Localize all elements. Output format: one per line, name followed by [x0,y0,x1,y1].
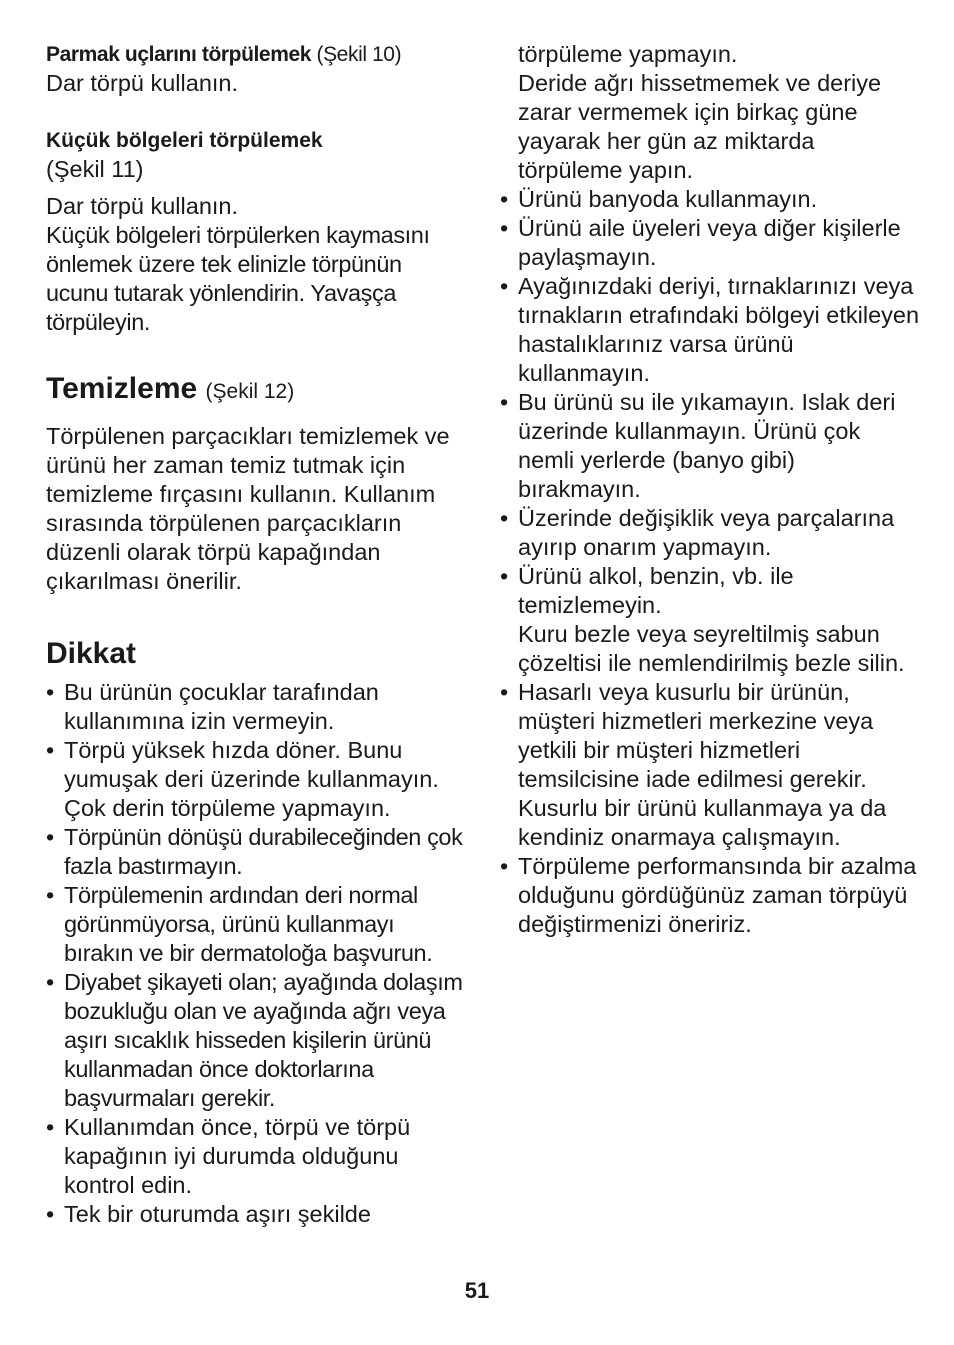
section-cleaning-text: Törpülenen parçacıkları temizlemek ve ürünü her zaman temiz tutmak için temizleme fırçasını kullanın. Kullanım sırasında törpülenen parçacıkların düzenli olarak törpü kapağından çıkarılması önerilir. [46,423,450,594]
section-cleaning-title: Temizleme [46,372,198,405]
section-cleaning-ref: (Şekil 12) [205,380,295,403]
caution-list [46,678,466,1229]
list-item-extra: Kuru bezle veya seyreltilmiş sabun çözeltisi ile nemlendirilmiş bezle silin. [518,621,905,676]
list-item: • Üzerinde değişiklik veya parçalarına ayırıp onarım yapmayın. [500,504,920,562]
list-item: • Törpülemenin ardından deri normal görünmüyorsa, ürünü kullanmayı bırakın ve bir dermatoloğa başvurun. [46,881,466,968]
section-fingertips [46,40,466,98]
list-item: • Törpüleme performansında bir azalma olduğunu gördüğünüz zaman törpüyü değiştirmenizi öneririz. [500,852,920,939]
list-item: • Tek bir oturumda aşırı şekilde [46,1200,466,1229]
continued-line: törpüleme yapmayın. [518,41,738,67]
right-column [500,40,920,939]
section-small-areas-text1: Dar törpü kullanın. [46,193,239,219]
section-caution-title: Dikkat [46,637,137,670]
section-caution [46,636,466,1229]
list-item: • Hasarlı veya kusurlu bir ürünün, müşteri hizmetleri merkezine veya yetkili bir müşteri hizmetleri temsilcisine iade edilmesi gerekir. Kusurlu bir ürünü kullanmaya ya da kendiniz onarmaya çalışmayın. [500,678,920,852]
list-item: • Ürünü alkol, benzin, vb. ile temizlemeyin. Kuru bezle veya seyreltilmiş sabun çözeltisi ile nemlendirilmiş bezle silin. [500,562,920,678]
section-small-areas-text2: Küçük bölgeleri törpülerken kaymasını önlemek üzere tek elinizle törpünün ucunu tutarak yönlendirin. Yavaşça törpüleyin. [46,222,430,335]
left-column [46,40,466,1229]
list-item: • Ayağınızdaki deriyi, tırnaklarınızı veya tırnakların etrafındaki bölgeyi etkileyen hastalıklarınız varsa ürünü kullanmayın. [500,272,920,388]
section-fingertips-title: Parmak uçlarını törpülemek [46,43,312,66]
section-cleaning-heading [46,371,466,410]
list-item: • Ürünü banyoda kullanmayın. [500,185,920,214]
page-number: 51 [464,1278,490,1303]
list-item: • Ürünü aile üyeleri veya diğer kişilerle paylaşmayın. [500,214,920,272]
section-fingertips-ref: (Şekil 10) [316,43,402,66]
list-item: • Bu ürünü su ile yıkamayın. Islak deri üzerinde kullanmayın. Ürünü çok nemli yerlerde (banyo gibi) bırakmayın. [500,388,920,504]
section-fingertips-heading [46,40,466,69]
section-small-areas [46,126,466,337]
section-fingertips-text: Dar törpü kullanın. [46,70,239,96]
caution-list-continued [500,185,920,939]
section-small-areas-ref: (Şekil 11) [46,156,144,182]
list-item: • Törpü yüksek hızda döner. Bunu yumuşak deri üzerinde kullanmayın. Çok derin törpüleme yapmayın. [46,736,466,823]
list-item-extra: Çok derin törpüleme yapmayın. [64,795,391,821]
section-small-areas-title: Küçük bölgeleri törpülemek [46,129,323,152]
list-item: • Bu ürünün çocuklar tarafından kullanımına izin vermeyin. [46,678,466,736]
section-cleaning [46,371,466,596]
list-item: • Törpünün dönüşü durabileceğinden çok fazla bastırmayın. [46,823,466,881]
list-item: • Diyabet şikayeti olan; ayağında dolaşım bozukluğu olan ve ayağında ağrı veya aşırı sıcaklık hisseden kişilerin ürünü kullanmadan önce doktorlarına başvurmaları gerekir. [46,968,466,1113]
continued-text: Deride ağrı hissetmemek ve deriye zarar vermemek için birkaç güne yayarak her gün az miktarda törpüleme yapın. [518,70,882,183]
continued-item [500,40,920,185]
list-item: • Kullanımdan önce, törpü ve törpü kapağının iyi durumda olduğunu kontrol edin. [46,1113,466,1200]
